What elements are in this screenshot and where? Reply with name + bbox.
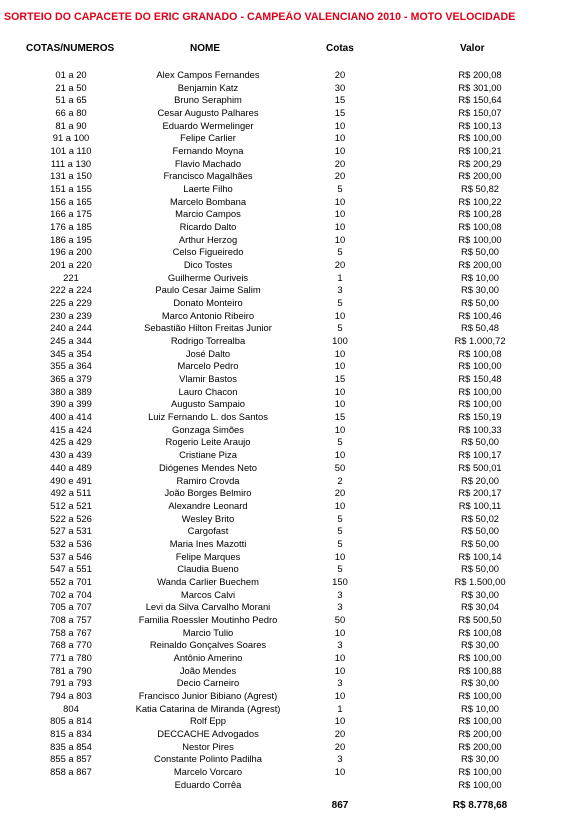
row-cotas: 15 [334,373,346,385]
row-name: Guilherme Ouriveis [167,271,249,283]
row-name: Marcio Tulio [182,626,234,638]
row-numbers: 166 a 175 [50,208,92,220]
row-name: Marcelo Vorcaro [173,765,243,777]
row-name: Paulo Cesar Jaime Salim [155,284,261,296]
row-numbers: 151 a 155 [50,183,92,195]
row-numbers: 355 a 364 [50,360,92,372]
row-name: Antônio Amerino [173,651,243,663]
row-numbers: 768 a 770 [50,639,92,651]
row-valor: R$ 150,64 [458,94,502,106]
row-valor: R$ 30,00 [460,639,500,651]
row-valor: R$ 30,00 [460,588,500,600]
row-name: José Dalto [185,347,231,359]
row-numbers: 222 a 224 [50,284,92,296]
row-cotas: 3 [337,588,343,600]
row-numbers: 708 a 757 [50,613,92,625]
row-numbers: 240 a 244 [50,322,92,334]
row-valor: R$ 50,00 [460,436,500,448]
row-numbers: 791 a 793 [50,677,92,689]
row-name: Francisco Magalhães [163,170,253,182]
row-valor: R$ 100,00 [458,651,502,663]
row-cotas: 20 [334,740,346,752]
row-name: Wanda Carlier Buechem [157,575,259,587]
row-numbers: 512 a 521 [50,499,92,511]
row-numbers: 758 a 767 [50,626,92,638]
row-name: Reinaldo Gonçalves Soares [149,639,267,651]
row-name: Sebastião Hilton Freitas Junior [144,322,272,334]
row-name: Luiz Fernando L. dos Santos [148,411,268,423]
row-cotas: 15 [334,411,346,423]
row-cotas: 1 [337,271,343,283]
row-cotas: 5 [337,322,343,334]
row-name: Marco Antonio Ribeiro [161,309,255,321]
row-cotas: 20 [334,170,346,182]
row-numbers: 365 a 379 [50,373,92,385]
table-row [0,69,570,82]
table-row [0,449,570,462]
row-numbers: 815 a 834 [50,727,92,739]
row-numbers: 415 a 424 [50,423,92,435]
row-valor: R$ 50,48 [460,322,500,334]
row-valor: R$ 100,00 [458,360,502,372]
row-name: João Mendes [179,664,237,676]
table-row [0,551,570,564]
row-cotas: 10 [334,423,346,435]
row-numbers: 101 a 110 [50,145,92,157]
header-nome: NOME [190,43,220,54]
row-numbers: 781 a 790 [50,664,92,676]
table-row [0,728,570,741]
table-row [0,538,570,551]
table-row [0,310,570,323]
table-row [0,322,570,335]
row-name: Ricardo Dalto [179,221,237,233]
row-valor: R$ 200,00 [458,170,502,182]
table-row [0,753,570,766]
table-row [0,652,570,665]
header-cotas: Cotas [326,43,354,54]
row-numbers: 66 a 80 [55,107,87,119]
row-name: Donato Monteiro [173,297,243,309]
table-row [0,766,570,779]
row-valor: R$ 50,00 [460,563,500,575]
row-name: Diógenes Mendes Neto [159,461,257,473]
row-cotas: 20 [334,259,346,271]
row-cotas: 10 [334,309,346,321]
header-valor: Valor [460,43,485,54]
row-cotas: 3 [337,601,343,613]
row-cotas: 20 [334,69,346,80]
row-valor: R$ 100,08 [458,347,502,359]
row-numbers: 111 a 130 [50,157,92,169]
row-valor: R$ 100,00 [458,778,502,790]
row-name: Vlamir Bastos [179,373,237,385]
row-name: Flavio Machado [174,157,242,169]
row-cotas: 5 [337,183,343,195]
row-valor: R$ 100,00 [458,689,502,701]
table-row [0,614,570,627]
row-name: Marcos Calvi [180,588,236,600]
row-name: Rodrigo Torrealba [170,335,246,347]
row-numbers: 805 a 814 [50,715,92,727]
row-name: Dico Tostes [183,259,233,271]
row-name: João Borges Belmiro [164,487,252,499]
total-cotas: 867 [331,800,349,811]
table-row [0,335,570,348]
row-name: Constante Polinto Padilha [154,753,262,765]
row-valor: R$ 100,14 [458,550,502,562]
row-name: Francisco Junior Bibiano (Agrest) [138,689,278,701]
row-name: Gonzaga Simões [172,423,244,435]
row-cotas: 3 [337,639,343,651]
row-numbers: 771 a 780 [50,651,92,663]
row-numbers: 01 a 20 [55,69,87,80]
table-row [0,132,570,145]
row-numbers: 492 a 511 [50,487,92,499]
row-valor: R$ 30,00 [460,753,500,765]
row-name: Lauro Chacon [178,385,238,397]
table-row [0,82,570,95]
table-row [0,145,570,158]
row-numbers: 430 a 439 [50,449,92,461]
row-name: Rolf Epp [190,715,226,727]
row-numbers: 552 a 701 [50,575,92,587]
table-row [0,348,570,361]
row-name: Levi da Silva Carvalho Morani [145,601,271,613]
row-cotas: 10 [334,664,346,676]
row-valor: R$ 1.500,00 [454,575,506,587]
row-numbers: 527 a 531 [50,525,92,537]
table-row [0,246,570,259]
table-row [0,386,570,399]
table-row [0,158,570,171]
row-valor: R$ 100,88 [458,664,502,676]
table-row [0,196,570,209]
table-row [0,398,570,411]
row-numbers: 380 a 389 [50,385,92,397]
row-cotas: 20 [334,157,346,169]
row-name: Eduardo Wermelinger [162,119,254,131]
row-cotas: 10 [334,119,346,131]
row-cotas: 10 [334,360,346,372]
table-row [0,715,570,728]
row-valor: R$ 200,29 [458,157,502,169]
row-cotas: 3 [337,284,343,296]
row-cotas: 3 [337,677,343,689]
row-cotas: 10 [334,233,346,245]
table-row [0,475,570,488]
row-cotas: 10 [334,385,346,397]
row-cotas: 10 [334,208,346,220]
row-numbers: 794 a 803 [50,689,92,701]
table-row [0,627,570,640]
row-cotas: 10 [334,347,346,359]
participants-table [0,69,570,791]
table-row [0,107,570,120]
row-numbers: 131 a 150 [50,170,92,182]
row-numbers: 547 a 551 [50,563,92,575]
row-cotas: 5 [337,436,343,448]
row-cotas: 10 [334,195,346,207]
row-numbers: 345 a 354 [50,347,92,359]
row-name: Wesley Brito [181,512,235,524]
row-numbers: 230 a 239 [50,309,92,321]
row-valor: R$ 50,00 [460,525,500,537]
table-row [0,563,570,576]
page-title: SORTEIO DO CAPACETE DO ERIC GRANADO - CAMPEÃO VALENCIANO 2010 - MOTO VELOCIDADE [4,11,516,23]
row-name: Bruno Seraphim [174,94,242,106]
row-numbers: 835 a 854 [50,740,92,752]
table-row [0,601,570,614]
table-row [0,208,570,221]
row-cotas: 10 [334,765,346,777]
row-numbers: 91 a 100 [52,132,90,144]
row-cotas: 20 [334,487,346,499]
table-row [0,500,570,513]
row-numbers: 221 [63,271,79,283]
row-cotas: 10 [334,499,346,511]
row-valor: R$ 50,82 [460,183,500,195]
row-numbers: 51 a 65 [55,94,87,106]
row-name: Cristiane Piza [179,449,237,461]
row-name: Felipe Carlier [180,132,236,144]
row-numbers: 537 a 546 [50,550,92,562]
row-valor: R$ 100,28 [458,208,502,220]
row-valor: R$ 200,00 [458,727,502,739]
row-cotas: 10 [334,145,346,157]
row-numbers: 804 [63,702,79,714]
row-cotas: 1 [337,702,343,714]
row-name: Familia Roessler Moutinho Pedro [138,613,278,625]
row-valor: R$ 200,17 [458,487,502,499]
row-name: Katia Catarina de Miranda (Agrest) [135,702,281,714]
row-valor: R$ 100,08 [458,626,502,638]
row-cotas: 5 [337,297,343,309]
row-valor: R$ 100,00 [458,132,502,144]
table-row [0,272,570,285]
row-valor: R$ 150,48 [458,373,502,385]
row-name: Ramiro Crovda [176,474,240,486]
row-valor: R$ 100,00 [458,233,502,245]
table-row [0,183,570,196]
row-valor: R$ 10,00 [460,271,500,283]
row-valor: R$ 100,11 [458,499,502,511]
row-cotas: 5 [337,537,343,549]
row-cotas: 3 [337,753,343,765]
table-row [0,741,570,754]
row-name: DECCACHE Advogados [157,727,259,739]
row-name: Decio Carneiro [176,677,240,689]
row-valor: R$ 1.000,72 [454,335,506,347]
row-valor: R$ 50,00 [460,297,500,309]
row-valor: R$ 100,33 [458,423,502,435]
row-name: Marcio Campos [175,208,241,220]
row-valor: R$ 50,00 [460,246,500,258]
row-name: Benjamin Katz [177,81,239,93]
row-valor: R$ 100,46 [458,309,502,321]
row-valor: R$ 100,21 [458,145,502,157]
row-valor: R$ 100,00 [458,398,502,410]
row-name: Rogerio Leite Araujo [165,436,251,448]
row-valor: R$ 100,00 [458,715,502,727]
row-cotas: 5 [337,525,343,537]
row-name: Alexandre Leonard [168,499,248,511]
row-cotas: 5 [337,512,343,524]
row-cotas: 10 [334,449,346,461]
row-cotas: 15 [334,94,346,106]
row-valor: R$ 150,19 [458,411,502,423]
row-cotas: 10 [334,221,346,233]
table-row [0,589,570,602]
row-name: Marcelo Pedro [177,360,239,372]
row-numbers: 201 a 220 [50,259,92,271]
table-row [0,487,570,500]
row-name: Celso Figueiredo [172,246,244,258]
table-row [0,639,570,652]
row-name: Nestor Pires [182,740,234,752]
row-numbers: 245 a 344 [50,335,92,347]
table-row [0,284,570,297]
row-valor: R$ 200,00 [458,740,502,752]
table-row [0,234,570,247]
row-numbers: 705 a 707 [50,601,92,613]
table-row [0,221,570,234]
row-valor: R$ 30,00 [460,284,500,296]
row-name: Felipe Marques [175,550,241,562]
table-row [0,677,570,690]
row-cotas: 10 [334,132,346,144]
table-row [0,703,570,716]
row-name: Maria Ines Mazotti [169,537,247,549]
table-row [0,576,570,589]
table-row [0,462,570,475]
row-name: Cesar Augusto Palhares [157,107,259,119]
table-row [0,297,570,310]
total-valor: R$ 8.778,68 [452,800,508,811]
row-cotas: 2 [337,474,343,486]
row-valor: R$ 500,50 [458,613,502,625]
row-valor: R$ 30,00 [460,677,500,689]
table-row [0,94,570,107]
table-row [0,436,570,449]
row-numbers: 522 a 526 [50,512,92,524]
row-valor: R$ 100,00 [458,765,502,777]
row-cotas: 10 [334,689,346,701]
table-row [0,373,570,386]
row-valor: R$ 301,00 [458,81,502,93]
row-cotas: 20 [334,727,346,739]
table-row [0,259,570,272]
row-valor: R$ 50,00 [460,537,500,549]
row-cotas: 5 [337,246,343,258]
row-cotas: 15 [334,107,346,119]
table-row [0,665,570,678]
row-name: Augusto Sampaio [170,398,245,410]
row-name: Eduardo Corrêa [174,778,242,790]
row-valor: R$ 100,00 [458,385,502,397]
row-cotas: 10 [334,626,346,638]
row-valor: R$ 20,00 [460,474,500,486]
row-numbers: 858 a 867 [50,765,92,777]
row-valor: R$ 30,04 [460,601,500,613]
table-row [0,525,570,538]
row-cotas: 30 [334,81,346,93]
row-valor: R$ 200,00 [458,259,502,271]
row-valor: R$ 100,22 [458,195,502,207]
row-cotas: 10 [334,398,346,410]
row-name: Fernando Moyna [172,145,244,157]
table-row [0,779,570,792]
row-numbers: 156 a 165 [50,195,92,207]
row-valor: R$ 100,17 [458,449,502,461]
row-name: Claudia Bueno [177,563,239,575]
row-cotas: 5 [337,563,343,575]
row-numbers: 390 a 399 [50,398,92,410]
row-cotas: 50 [334,613,346,625]
row-name: Arthur Herzog [178,233,238,245]
row-numbers: 186 a 195 [50,233,92,245]
row-cotas: 10 [334,550,346,562]
row-numbers: 176 a 185 [50,221,92,233]
row-numbers: 532 a 536 [50,537,92,549]
row-cotas: 150 [332,575,348,587]
row-numbers: 196 a 200 [50,246,92,258]
row-cotas: 10 [334,651,346,663]
row-numbers: 855 a 857 [50,753,92,765]
row-name: Cargofast [187,525,229,537]
table-row [0,360,570,373]
row-numbers: 81 a 90 [55,119,87,131]
row-numbers: 702 a 704 [50,588,92,600]
row-valor: R$ 200,08 [458,69,502,80]
row-valor: R$ 100,08 [458,221,502,233]
table-row [0,411,570,424]
table-row [0,170,570,183]
row-numbers: 440 a 489 [50,461,92,473]
row-valor: R$ 100,13 [458,119,502,131]
row-cotas: 100 [332,335,348,347]
row-valor: R$ 500,01 [458,461,502,473]
row-name: Laerte Filho [183,183,233,195]
row-numbers: 21 a 50 [55,81,87,93]
row-cotas: 50 [334,461,346,473]
table-row [0,120,570,133]
row-cotas: 10 [334,715,346,727]
header-cotas-numeros: COTAS/NUMEROS [26,43,115,54]
row-valor: R$ 10,00 [460,702,500,714]
table-row [0,513,570,526]
table-row [0,424,570,437]
row-numbers: 490 e 491 [50,474,92,486]
row-numbers: 225 a 229 [50,297,92,309]
row-valor: R$ 150,07 [458,107,502,119]
row-numbers: 400 a 414 [50,411,92,423]
row-name: Alex Campos Fernandes [156,69,260,80]
row-valor: R$ 50,02 [460,512,500,524]
row-name: Marcelo Bombana [169,195,247,207]
row-numbers: 425 a 429 [50,436,92,448]
table-row [0,690,570,703]
